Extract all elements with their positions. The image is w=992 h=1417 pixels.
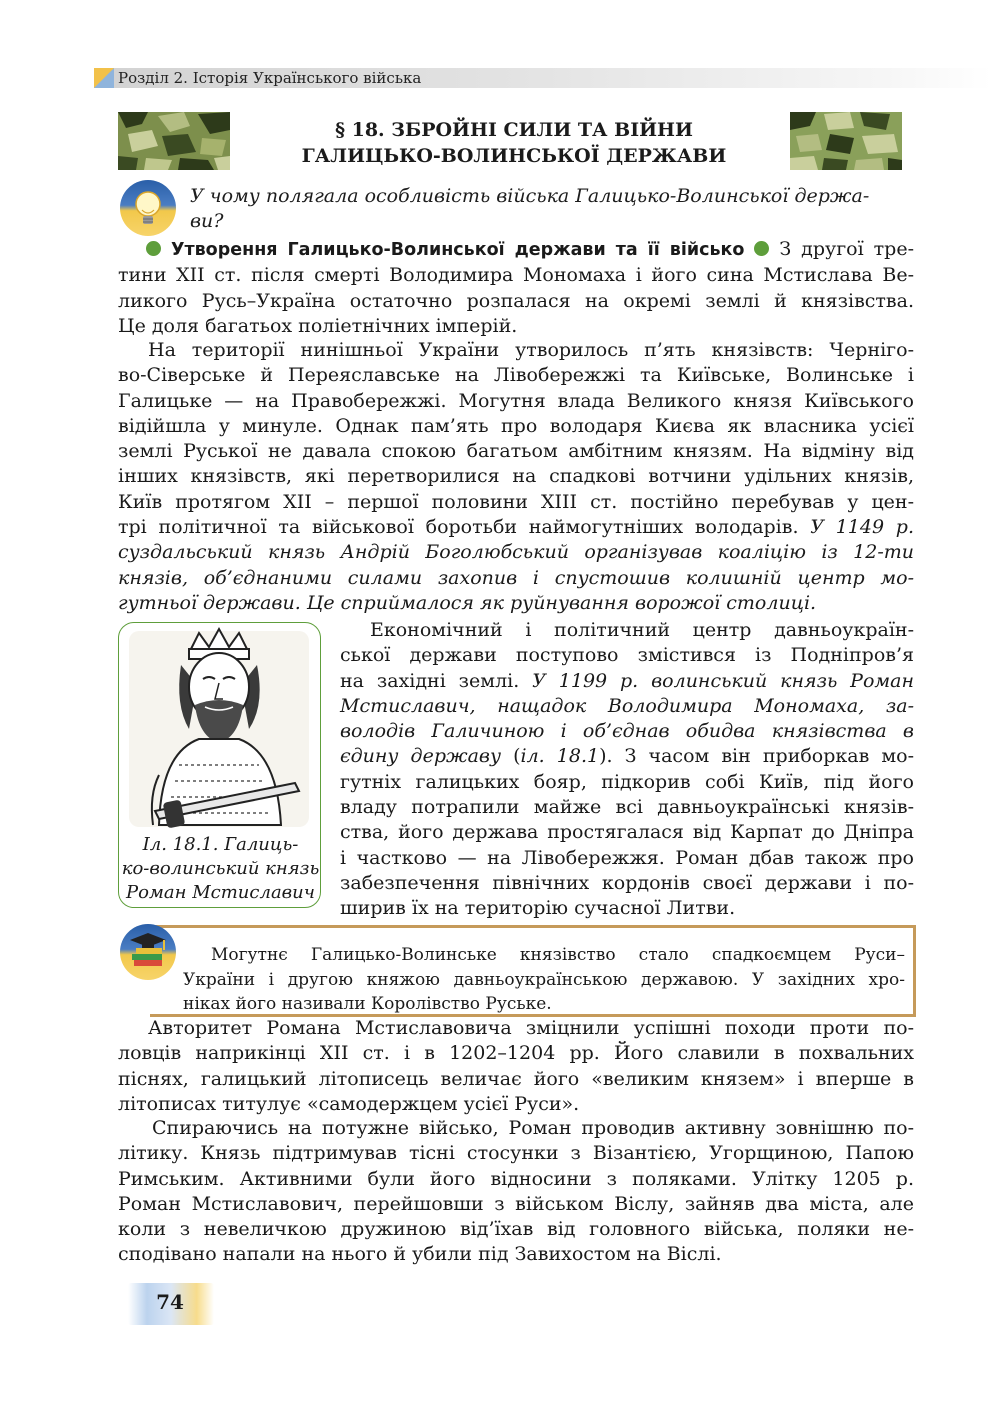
section-1-line-2: тини XII ст. після смерті Володимира Мономаха і його сина Мстислава Ве-	[118, 264, 914, 287]
bullet-icon	[146, 241, 161, 256]
paragraph-3	[340, 618, 914, 922]
paragraph-5-line-3: Римським. Активними були його відносини з поляками. Улітку 1205 р.	[118, 1167, 914, 1190]
paragraph-5	[118, 1116, 914, 1268]
bullet-icon	[754, 241, 769, 256]
section-1-line-3: ликого Русь–Україна остаточно розпалася на окремі землі й князівства.	[118, 289, 914, 312]
paragraph-2-line-7: Київ протягом XII – першої половини XIII ст. постійно перебував у цен-	[118, 490, 914, 513]
paragraph-3-line-5: володів Галичиною і об’єднав обидва князівства в	[340, 720, 914, 743]
paragraph-2-italic-line-1: суздальський князь Андрій Боголюбський організував коаліцію із 12-ти	[118, 541, 914, 564]
question-line-1: У чому полягала особливість війська Галицько-Волинської держа-	[190, 185, 870, 207]
paragraph-2-line-6: інших князівств, які перетворилися на спадкові вотчини удільних князів,	[118, 465, 914, 488]
section-1-line-1: З другої тре-	[779, 238, 914, 260]
page-number: 74	[156, 1290, 184, 1314]
paragraph-3-line-6-italic: єдину державу	[340, 745, 501, 768]
paragraph-4-line-2: ловців наприкінці XII ст. і в 1202–1204 рр. Його славили в похвальних	[118, 1042, 914, 1065]
books-graduation-cap-icon	[120, 924, 176, 980]
summary-line-3: ніках його називали Королівство Руське.	[183, 994, 552, 1015]
paragraph-3-line-11: забезпечення північних кордонів своєї держави і по-	[340, 871, 914, 894]
paragraph-3-line-2: ської держави поступово змістився із Подніпров’я	[340, 644, 914, 667]
section-1-line-4: Це доля багатьох поліетнічних імперій.	[118, 314, 518, 337]
paragraph-3-line-9: ства, його держава простягалася від Карпат до Дніпра	[340, 821, 914, 844]
running-header-text: Розділ 2. Історія Українського війська	[118, 69, 422, 87]
paragraph-2-line-8-plain: трі політичної та військової боротьби наймогутніших володарів.	[118, 516, 799, 539]
paragraph-5-line-4: Роман Мстиславович, перейшовши з військом Віслу, зайняв два міста, але	[118, 1192, 914, 1215]
section-1-paragraph	[118, 237, 914, 339]
paragraph-3-line-6-paren: (	[501, 745, 521, 768]
paragraph-2-line-2: во-Сіверське й Переяславське на Лівобережжі та Київське, Волинське і	[118, 364, 914, 387]
subsection-heading: Утворення Галицько-Волинської держави та її військо	[170, 240, 745, 260]
paragraph-2	[118, 338, 914, 616]
figure-caption	[119, 833, 322, 905]
paragraph-3-line-10: і частково — на Лівобережжя. Роман дбав також про	[340, 846, 914, 869]
title-line-1: § 18. ЗБРОЙНІ СИЛИ ТА ВІЙНИ	[335, 119, 693, 141]
summary-text	[183, 943, 905, 1017]
lightbulb-icon	[120, 180, 176, 236]
camouflage-pattern-left	[118, 112, 230, 170]
question-line-2: ви?	[190, 210, 224, 233]
paragraph-5-line-1: Спираючись на потужне військо, Роман проводив активну зовнішню по-	[152, 1117, 914, 1139]
figure-reference: іл. 18.1	[520, 745, 600, 768]
paragraph-4-line-4: літописах титулує «самодержцем усієї Руси».	[118, 1092, 580, 1115]
camouflage-pattern-right	[790, 112, 902, 170]
paragraph-2-line-4: відійшла у минуле. Однак пам’ять про володаря Києва як власника усієї	[118, 414, 914, 437]
caption-line-2: ко-волинський князь	[121, 858, 320, 879]
paragraph-3-line-3-italic: У 1199 р. волинський князь Роман	[532, 669, 914, 692]
paragraph-4	[118, 1016, 914, 1117]
caption-line-1: Іл. 18.1. Галиць-	[142, 834, 299, 855]
paragraph-2-italic-line-3: гутньої держави. Це сприймалося як руйнування ворожої столиці.	[118, 591, 817, 614]
paragraph-2-line-8-italic: У 1149 р.	[810, 516, 914, 539]
paragraph-5-line-6: сподівано напали на нього й убили під Завихостом на Віслі.	[118, 1243, 722, 1266]
paragraph-2-line-5: землі Руської не давала спокою багатьом амбітним князям. На відміну від	[118, 440, 914, 463]
summary-line-1: Могутнє Галицько-Волинське князівство стало спадкоємцем Руси–	[211, 945, 905, 965]
prince-portrait-image	[119, 625, 319, 830]
header-corner-mark	[94, 68, 114, 88]
figure-portrait-frame	[118, 622, 321, 908]
paragraph-3-line-1: Економічний і політичний центр давньоукраїн-	[370, 619, 914, 641]
paragraph-3-line-3-plain: на західні землі.	[340, 669, 520, 692]
paragraph-4-line-3: піснях, галицький літописець величає його «великим князем» і вперше в	[118, 1067, 914, 1090]
paragraph-3-line-12: ширив їх на територію сучасної Литви.	[340, 897, 736, 920]
paragraph-2-line-3: Галицьке — на Правобережжі. Могутня влада Великого князя Київського	[118, 389, 914, 412]
running-header	[94, 68, 992, 88]
paragraph-2-italic-line-2: князів, об’єднаними силами захопив і спустошив колишній центр мо-	[118, 566, 914, 589]
caption-line-3: Роман Мстиславич	[126, 882, 315, 903]
paragraph-3-line-6-rest: ). З часом він приборкав мо-	[599, 745, 915, 768]
paragraph-3-line-4: Мстиславич, нащадок Володимира Мономаха, за-	[340, 694, 914, 717]
summary-line-2: України і другою княжою давньоукраїнською державою. У західних хро-	[183, 969, 905, 990]
paragraph-2-line-1: На території нинішньої України утворилось п’ять князівств: Черніго-	[148, 339, 914, 361]
paragraph-5-line-5: коли з невеличкою дружиною від’їхав від головного війська, поляки не-	[118, 1218, 914, 1241]
section-title	[250, 117, 778, 169]
paragraph-4-line-1: Авторитет Романа Мстиславовича зміцнили успішні походи проти по-	[148, 1017, 914, 1039]
paragraph-5-line-2: літику. Князь підтримував тісні стосунки з Візантією, Угорщиною, Папою	[118, 1142, 914, 1165]
paragraph-3-line-8: владу потрапили майже всі давньоукраїнські князів-	[340, 796, 914, 819]
title-line-2: ГАЛИЦЬКО-ВОЛИНСЬКОЇ ДЕРЖАВИ	[301, 145, 727, 167]
paragraph-3-line-7: гутніх галицьких бояр, підкорив собі Київ, під його	[340, 770, 914, 793]
lesson-question	[190, 184, 916, 235]
